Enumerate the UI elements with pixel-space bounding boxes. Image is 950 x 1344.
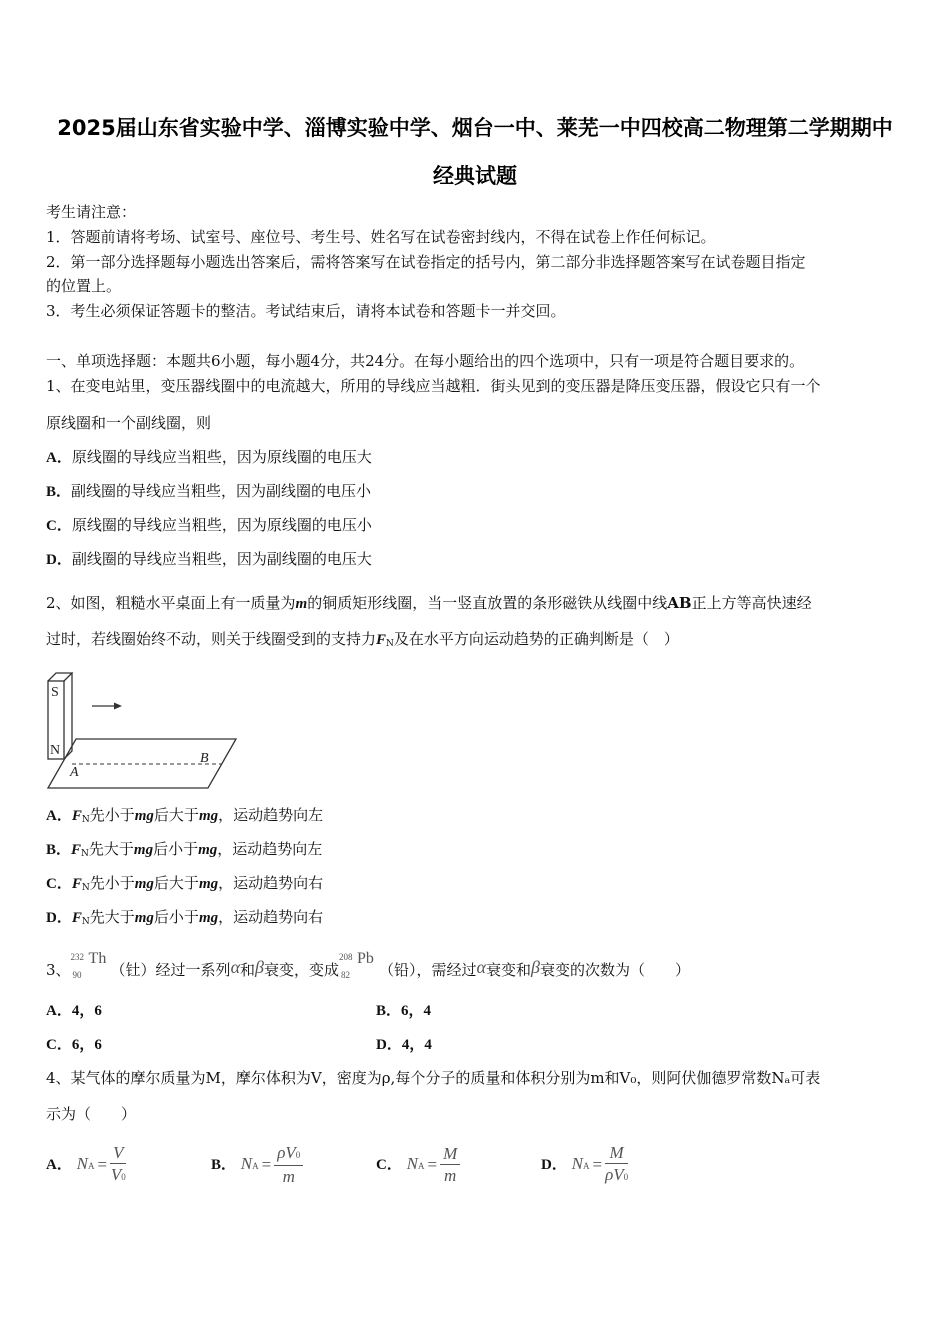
line-ab-label: AB [667, 594, 692, 612]
magnet-top-face [48, 673, 72, 681]
equals-sign: = [592, 1155, 603, 1174]
alpha-symbol: α [230, 957, 241, 977]
fraction [110, 1143, 126, 1188]
exam-title-line2: 经典试题 [433, 164, 517, 188]
q3-option-a [46, 1000, 102, 1021]
option-label: A． [46, 1157, 72, 1173]
mass-number: 208 [339, 952, 353, 962]
n-symbol: N [571, 1154, 583, 1173]
force-symbol: F [71, 842, 82, 858]
q4-option-c [376, 1136, 460, 1192]
q3-text: 衰变的次数为（ ） [539, 961, 690, 979]
option-label: A． [46, 450, 72, 466]
weight-symbol: mg [198, 842, 218, 858]
option-text: ，运动趋势向右 [218, 908, 324, 926]
numerator [274, 1143, 303, 1166]
magnet-side-face [64, 673, 72, 759]
denominator-symbol: m [444, 1165, 457, 1185]
point-b-label: B [200, 751, 209, 766]
option-label: C． [46, 518, 72, 534]
option-text: 后小于 [153, 840, 199, 858]
option-label: B． [376, 1003, 402, 1019]
avogadro-symbol [572, 1154, 590, 1173]
q2-option-a [46, 805, 323, 830]
q3-option-b [376, 1000, 431, 1021]
q2-text: 的铜质矩形线圈，当一竖直放置的条形磁铁从线圈中线 [307, 594, 668, 612]
q4-stem-1: 4、某气体的摩尔质量为M，摩尔体积为V，密度为ρ,每个分子的质量和体积分别为m和V₀，则阿伏伽德罗常数Nₐ可表 [46, 1069, 821, 1087]
option-text: 原线圈的导线应当粗些，因为原线圈的电压小 [71, 516, 372, 534]
weight-symbol: mg [134, 910, 154, 926]
point-a-label: A [70, 765, 79, 780]
zero-subscript: 0 [121, 1171, 126, 1182]
option-text: 先大于 [89, 908, 135, 926]
force-subscript: N [81, 815, 90, 825]
q1-option-d [46, 549, 372, 570]
notice-item-2: 2．第一部分选择题每小题选出答案后，需将答案写在试卷指定的括号内，第二部分非选择题答案写在试卷题目指定 [46, 253, 806, 271]
denominator [605, 1164, 628, 1188]
option-label: D． [46, 552, 72, 568]
option-text: 6，6 [71, 1037, 102, 1053]
notice-heading: 考生请注意： [46, 203, 137, 221]
beta-symbol: β [255, 957, 264, 977]
numerator [605, 1143, 628, 1164]
option-text: 副线圈的导线应当粗些，因为副线圈的电压小 [71, 482, 372, 500]
option-text: 先小于 [89, 806, 135, 824]
option-label: D． [46, 910, 72, 926]
numerator-symbol: V [113, 1142, 124, 1162]
q4-option-b [211, 1136, 303, 1192]
atomic-number: 82 [341, 970, 351, 980]
notice-item-3: 3．考生必须保证答题卡的整洁。考试结束后，请将本试卷和答题卡一并交回。 [46, 302, 566, 320]
numerator-symbol: M [609, 1142, 624, 1162]
q1-option-a [46, 447, 372, 468]
option-label: D． [541, 1157, 567, 1173]
q4-option-a [46, 1136, 126, 1192]
force-subscript: N [81, 849, 89, 859]
avogadro-symbol [241, 1154, 259, 1173]
avogadro-symbol [407, 1154, 425, 1173]
equals-sign: = [97, 1155, 108, 1174]
force-symbol: F [71, 808, 82, 824]
exam-title-line1: 2025届山东省实验中学、淄博实验中学、烟台一中、莱芜一中四校高二物理第二学期期中 [57, 116, 893, 140]
option-label: C． [376, 1157, 402, 1173]
option-text: 原线圈的导线应当粗些，因为原线圈的电压大 [71, 448, 372, 466]
equals-sign: = [427, 1155, 438, 1174]
fraction [440, 1144, 460, 1187]
section-heading: 一、单项选择题：本题共6小题，每小题4分，共24分。在每小题给出的四个选项中，只有一项是符合题目要求的。 [46, 352, 805, 370]
numerator-symbol: M [443, 1143, 458, 1163]
denominator-symbol: m [282, 1166, 295, 1186]
option-label: B． [211, 1157, 237, 1173]
south-pole-label: S [51, 685, 59, 700]
weight-symbol: mg [133, 842, 154, 858]
a-subscript: A [582, 1161, 590, 1171]
numerator-symbol: ρV [277, 1142, 296, 1162]
q2-option-c [46, 873, 323, 898]
option-text: 4，6 [71, 1003, 102, 1019]
denominator [274, 1166, 303, 1188]
n-symbol: N [406, 1154, 418, 1173]
denominator-symbol: V [110, 1164, 122, 1184]
q2-text: 及在水平方向运动趋势的正确判断是（ ） [393, 630, 679, 648]
option-text: 后大于 [153, 806, 199, 824]
notice-item-1: 1．答题前请将考场、试室号、座位号、考生号、姓名写在试卷密封线内，不得在试卷上作任何标记。 [46, 228, 716, 246]
zero-subscript: 0 [623, 1171, 629, 1182]
q3-text: 衰变和 [485, 961, 531, 979]
avogadro-symbol [77, 1154, 95, 1173]
q2-text: 2、如图，粗糙水平桌面上有一质量为 [46, 594, 296, 612]
option-text: 先大于 [88, 840, 134, 858]
force-symbol: F [376, 632, 387, 648]
fraction [274, 1143, 303, 1188]
arrow-head-icon [114, 703, 122, 710]
north-pole-label: N [50, 743, 61, 758]
weight-symbol: mg [198, 876, 219, 892]
denominator [440, 1165, 460, 1187]
option-label: B． [46, 484, 72, 500]
q3-text: 衰变，变成 [264, 961, 340, 979]
weight-symbol: mg [134, 808, 154, 824]
weight-symbol: mg [198, 808, 219, 824]
a-subscript: A [252, 1161, 259, 1171]
option-label: D． [376, 1037, 402, 1053]
force-subscript: N [81, 883, 90, 893]
numerator [440, 1144, 460, 1165]
option-text: 先小于 [89, 874, 135, 892]
n-symbol: N [240, 1154, 253, 1173]
option-label: A． [46, 808, 72, 824]
a-subscript: A [417, 1161, 425, 1171]
q4-option-d [541, 1136, 628, 1192]
thorium-nuclide [70, 950, 111, 980]
q2-stem-1 [46, 593, 812, 614]
q2-option-d [46, 907, 323, 932]
option-label: C． [46, 1037, 72, 1053]
option-label: B． [46, 842, 72, 858]
q3-option-c [46, 1034, 102, 1055]
weight-symbol: mg [134, 876, 154, 892]
option-text: ，运动趋势向右 [218, 874, 324, 892]
element-symbol: Pb [357, 950, 374, 967]
q4-stem-2: 示为（ ） [46, 1105, 137, 1123]
q2-text: 过时，若线圈始终不动，则关于线圈受到的支持力 [46, 630, 377, 648]
equals-sign: = [261, 1155, 272, 1174]
q1-option-b [46, 481, 371, 502]
option-text: 6，4 [401, 1003, 432, 1019]
q3-text: （钍）经过一系列 [110, 961, 231, 979]
zero-subscript: 0 [295, 1149, 301, 1160]
option-text: 4，4 [401, 1037, 432, 1053]
a-subscript: A [87, 1161, 95, 1171]
beta-symbol: β [531, 957, 540, 977]
q3-stem [46, 950, 690, 980]
option-label: A． [46, 1003, 72, 1019]
option-text: 后大于 [153, 874, 199, 892]
option-label: C． [46, 876, 72, 892]
q3-number: 3、 [46, 961, 71, 979]
q1-stem-1: 1、在变电站里，变压器线圈中的电流越大，所用的导线应当越粗．街头见到的变压器是降压变压器，假设它只有一个 [46, 377, 821, 395]
element-symbol: Th [88, 950, 107, 967]
denominator [110, 1164, 126, 1188]
force-subscript: N [386, 639, 394, 649]
mass-number: 232 [70, 952, 85, 962]
q2-option-b [46, 839, 322, 864]
lead-nuclide [339, 950, 379, 980]
q3-option-d [376, 1034, 432, 1055]
force-symbol: F [71, 910, 82, 926]
q2-stem-2 [46, 629, 679, 654]
q1-option-c [46, 515, 372, 536]
option-text: ，运动趋势向左 [218, 806, 324, 824]
n-symbol: N [76, 1154, 88, 1173]
weight-symbol: mg [198, 910, 219, 926]
q1-stem-2: 原线圈和一个副线圈，则 [46, 414, 212, 432]
q2-text: 正上方等高快速经 [691, 594, 812, 612]
magnet-coil-figure [44, 668, 244, 792]
q3-text: 和 [240, 961, 256, 979]
option-text: 后小于 [153, 908, 199, 926]
denominator-symbol: ρV [605, 1164, 624, 1184]
force-subscript: N [81, 917, 90, 927]
force-symbol: F [71, 876, 82, 892]
fraction [605, 1143, 628, 1188]
alpha-symbol: α [476, 957, 486, 977]
option-text: ，运动趋势向左 [217, 840, 323, 858]
notice-item-2-cont: 的位置上。 [46, 277, 122, 295]
q3-text: （铅），需经过 [379, 961, 477, 979]
numerator [110, 1143, 126, 1164]
option-text: 副线圈的导线应当粗些，因为副线圈的电压大 [71, 550, 372, 568]
mass-symbol: m [295, 596, 308, 612]
atomic-number: 90 [72, 970, 82, 980]
